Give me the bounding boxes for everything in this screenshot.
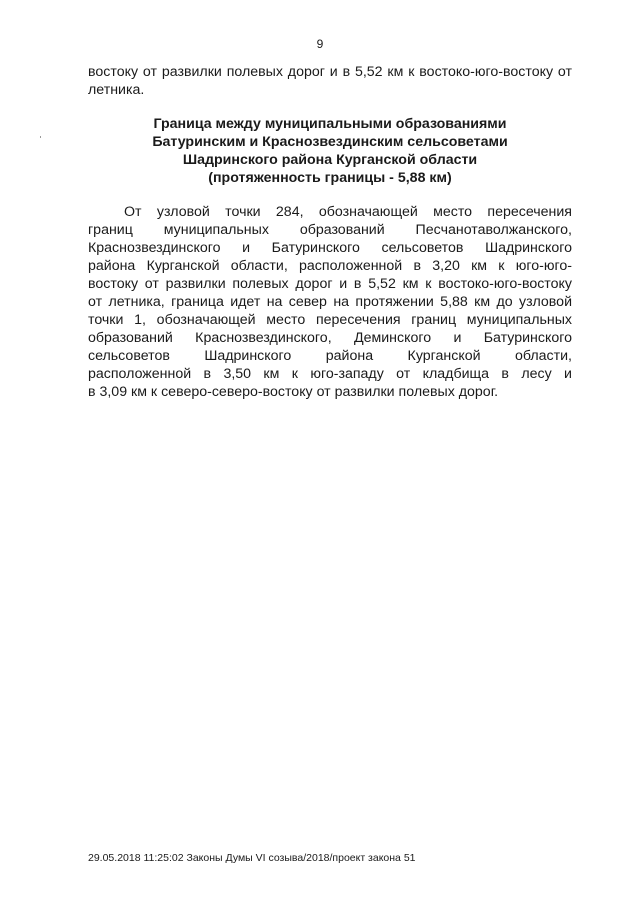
- paragraph-line: От узловой точки 284, обозначающей место пересечения: [124, 204, 572, 220]
- paragraph-line: от летника, граница идет на север на протяжении 5,88 км до узловой: [88, 294, 572, 310]
- carry-over-line: от летника.: [88, 64, 572, 98]
- paragraph-line: района Курганской области, расположенной в 3,20 км к юго-юго-: [88, 258, 572, 274]
- carry-over-line: востоку от развилки полевых дорог и в 5,52 км к востоко-юго-востоку: [88, 64, 554, 80]
- carry-over-paragraph: [88, 63, 572, 99]
- paragraph-line: Краснозвездинского и Батуринского сельсоветов Шадринского: [88, 240, 572, 256]
- document-footer: 29.05.2018 11:25:02 Законы Думы VI созыва/2018/проект закона 51: [88, 852, 416, 864]
- paragraph-line: в 3,09 км к северо-северо-востоку от развилки полевых дорог.: [88, 384, 499, 400]
- section-heading-line: Шадринского района Курганской области: [182, 152, 478, 168]
- page-number: 9: [316, 37, 324, 51]
- section-heading-subtitle: (протяженность границы - 5,88 км): [208, 170, 452, 186]
- section-heading-line: Граница между муниципальными образованиями: [153, 116, 507, 132]
- paragraph-line: расположенной в 3,50 км к юго-западу от кладбища в лесу и: [88, 366, 572, 382]
- paragraph-line: сельсоветов Шадринского района Курганской области,: [88, 348, 572, 364]
- section-heading: [88, 115, 572, 187]
- paragraph-line: точки 1, обозначающей место пересечения границ муниципальных: [88, 312, 572, 328]
- paragraph-line: востоку от развилки полевых дорог и в 5,52 км к востоко-юго-востоку: [88, 276, 572, 292]
- margin-mark: [40, 136, 41, 138]
- boundary-description-paragraph: [88, 203, 572, 401]
- paragraph-line: образований Краснозвездинского, Деминского и Батуринского: [88, 330, 572, 346]
- paragraph-line: границ муниципальных образований Песчанотаволжанского,: [88, 222, 572, 238]
- section-heading-line: Батуринским и Краснозвездинским сельсоветами: [152, 134, 508, 150]
